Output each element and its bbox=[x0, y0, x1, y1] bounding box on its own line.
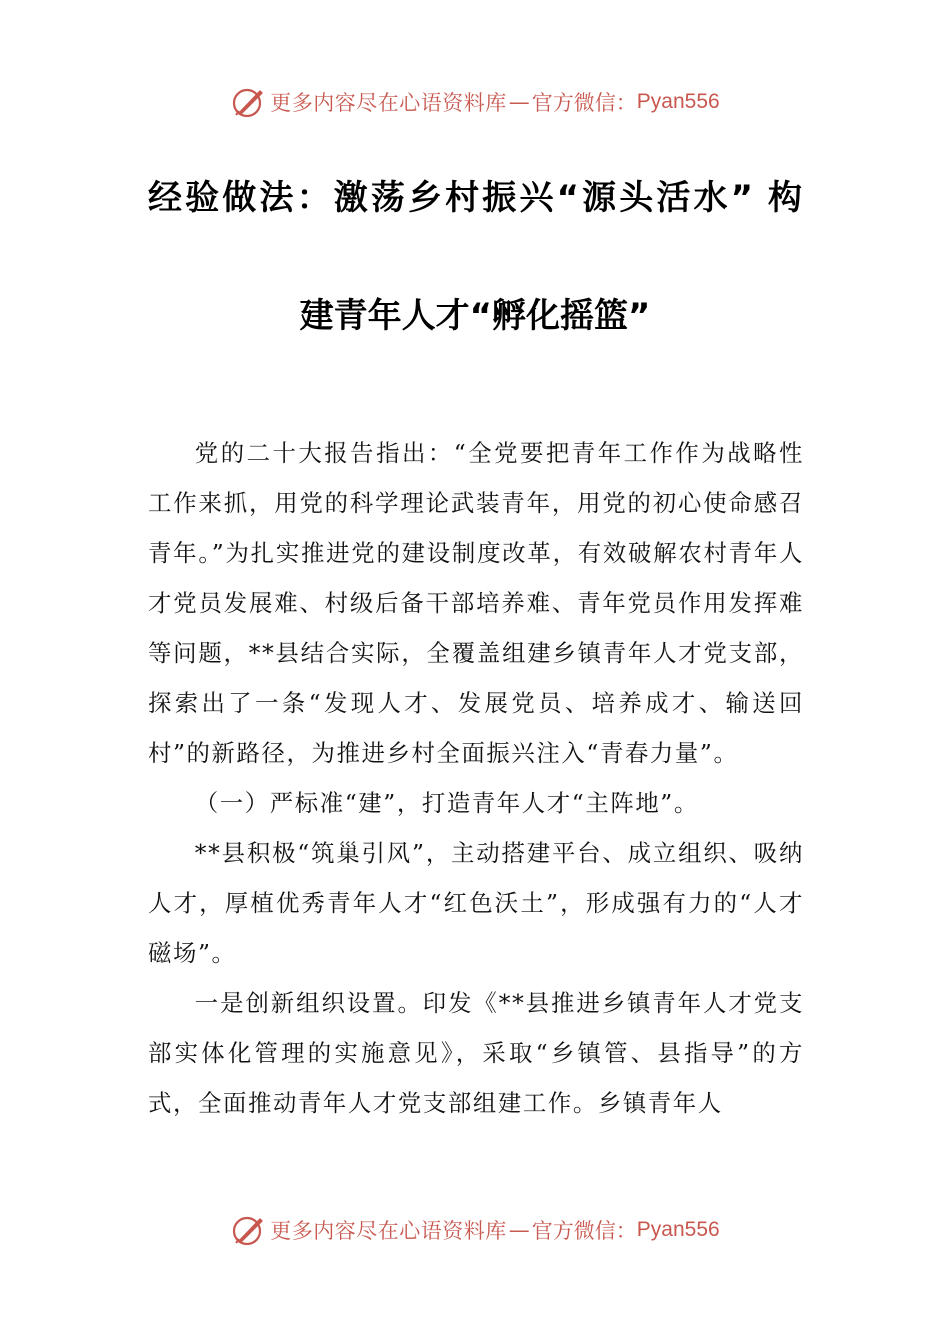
banner-text: 更多内容尽在心语资料库 bbox=[270, 1219, 507, 1243]
banner-separator: — bbox=[508, 1218, 530, 1242]
paragraph: **县积极“筑巢引风”，主动搭建平台、成立组织、吸纳人才，厚植优秀青年人才“红色沃土”，形成强有力的“人才磁场”。 bbox=[148, 839, 804, 967]
banner-contact-label: 官方微信： bbox=[531, 1219, 637, 1243]
header-banner bbox=[0, 80, 950, 124]
quill-pen-seal-icon bbox=[230, 1212, 266, 1248]
banner-contact-id: Pyan556 bbox=[636, 90, 720, 113]
banner-text: 更多内容尽在心语资料库 bbox=[270, 91, 507, 115]
quill-pen-seal-icon bbox=[230, 84, 266, 120]
banner-contact-label: 官方微信： bbox=[531, 91, 637, 115]
banner-contact-id: Pyan556 bbox=[636, 1218, 720, 1241]
footer-banner bbox=[0, 1208, 950, 1252]
paragraph: 一是创新组织设置。印发《**县推进乡镇青年人才党支部实体化管理的实施意见》，采取“乡镇管、县指导”的方式，全面推动青年人才党支部组建工作。乡镇青年人 bbox=[148, 989, 804, 1117]
banner-separator: — bbox=[508, 90, 530, 114]
document-body bbox=[148, 428, 804, 1128]
section-heading: （一）严标准“建”，打造青年人才“主阵地”。 bbox=[194, 789, 699, 817]
document-title-line-1: 经验做法：激荡乡村振兴“源头活水” 构 bbox=[148, 178, 802, 218]
document-title-line-2: 建青年人才“孵化摇篮” bbox=[299, 296, 651, 336]
paragraph: 党的二十大报告指出：“全党要把青年工作作为战略性工作来抓，用党的科学理论武装青年，用党的初心使命感召青年。”为扎实推进党的建设制度改革，有效破解农村青年人才党员发展难、村级后备干部培养难、青年党员作用发挥难等问题，**县结合实际，全覆盖组建乡镇青年人才党支部，探索出了一条“发现人才、发展党员、培养成才、输送回村”的新路径，为推进乡村全面振兴注入“青春力量”。 bbox=[148, 439, 804, 767]
